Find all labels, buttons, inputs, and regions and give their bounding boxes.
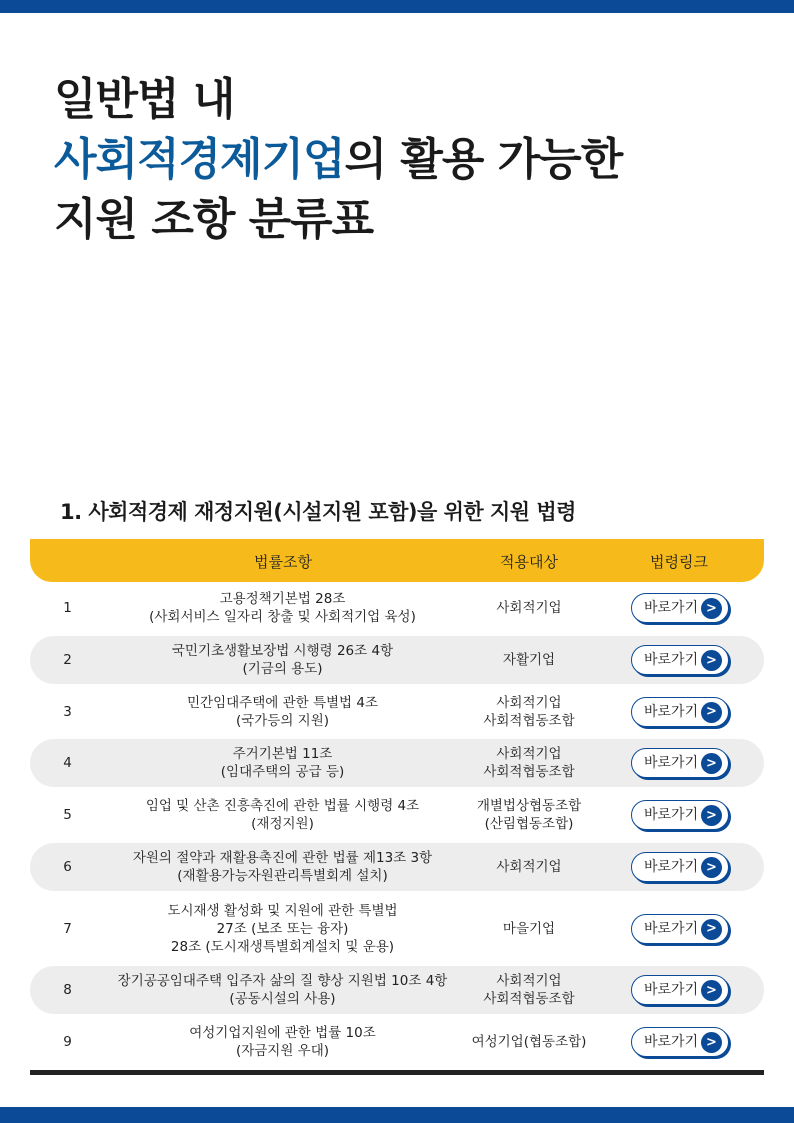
law-line: 민간임대주택에 관한 특별법 4조	[187, 694, 378, 711]
target-cell	[455, 737, 603, 789]
goto-link-button[interactable]	[631, 852, 729, 882]
link-cell	[610, 1016, 750, 1068]
law-line: (재정지원)	[251, 816, 314, 832]
link-cell	[610, 582, 750, 634]
header-link: 법령링크	[650, 553, 708, 571]
target-cell	[455, 893, 603, 964]
target-line: 사회적협동조합	[483, 712, 575, 729]
link-cell	[610, 964, 750, 1016]
table-row	[30, 582, 764, 634]
title-line-1: 일반법 내	[54, 74, 235, 125]
law-line: (사회서비스 일자리 창출 및 사회적기업 육성)	[149, 609, 416, 625]
link-cell	[610, 737, 750, 789]
target-line: 사회적기업	[496, 746, 562, 762]
row-number: 9	[63, 1034, 72, 1050]
link-cell	[610, 893, 750, 964]
target-line: 개별법상협동조합	[476, 798, 582, 814]
link-cell	[610, 686, 750, 737]
law-cell	[105, 686, 460, 737]
table-row	[30, 1016, 764, 1068]
title-highlight: 사회적경제기업	[54, 134, 345, 185]
target-cell	[455, 964, 603, 1016]
row-number: 8	[63, 982, 72, 998]
goto-link-label: 바로가기	[644, 755, 699, 771]
law-cell	[105, 737, 460, 789]
chevron-right-icon: >	[701, 598, 722, 619]
law-cell	[105, 964, 460, 1016]
goto-link-button[interactable]	[631, 645, 729, 675]
row-number: 4	[63, 755, 72, 771]
chevron-right-icon: >	[701, 805, 722, 826]
row-number: 2	[63, 652, 72, 668]
law-line: 국민기초생활보장법 시행령 26조 4항	[171, 643, 394, 659]
law-line: 여성기업지원에 관한 법률 10조	[189, 1025, 376, 1041]
law-cell	[105, 582, 460, 634]
target-cell	[455, 686, 603, 737]
chevron-right-icon: >	[701, 650, 722, 671]
law-line: (국가등의 지원)	[235, 712, 330, 729]
chevron-right-icon: >	[701, 1032, 722, 1053]
target-line: 사회적협동조합	[483, 991, 575, 1007]
goto-link-button[interactable]	[631, 975, 729, 1005]
law-line: 주거기본법 11조	[232, 746, 333, 762]
top-accent-bar	[0, 0, 794, 13]
table-row	[30, 841, 764, 893]
law-line: (재활용가능자원관리특별회계 설치)	[177, 868, 388, 884]
goto-link-label: 바로가기	[644, 920, 699, 937]
target-line: 사회적기업	[496, 973, 562, 989]
law-cell	[105, 893, 460, 964]
target-line: 사회적기업	[496, 600, 562, 616]
link-cell	[610, 634, 750, 686]
law-line: 장기공공임대주택 입주자 삶의 질 향상 지원법 10조 4항	[117, 973, 448, 989]
row-number: 7	[63, 920, 72, 937]
table-row	[30, 893, 764, 964]
law-line: 임업 및 산촌 진흥촉진에 관한 법률 시행령 4조	[145, 798, 420, 814]
table-row	[30, 789, 764, 841]
table-bottom-rule	[30, 1070, 764, 1075]
target-line: 사회적기업	[496, 694, 562, 711]
goto-link-label: 바로가기	[644, 807, 699, 823]
title-line-2	[54, 130, 622, 190]
table-row	[30, 634, 764, 686]
row-number: 3	[63, 703, 72, 720]
target-cell	[455, 789, 603, 841]
target-line: 자활기업	[502, 652, 556, 668]
goto-link-label: 바로가기	[644, 859, 699, 875]
chevron-right-icon: >	[701, 980, 722, 1001]
table-header	[30, 539, 764, 582]
law-cell	[105, 1016, 460, 1068]
law-line: (공동시설의 사용)	[229, 991, 336, 1007]
chevron-right-icon: >	[701, 857, 722, 878]
row-number: 6	[63, 859, 72, 875]
row-number: 5	[63, 807, 72, 823]
law-cell	[105, 634, 460, 686]
law-line: (기금의 용도)	[242, 661, 323, 677]
law-line: 자원의 절약과 재활용촉진에 관한 법률 제13조 3항	[132, 850, 433, 866]
target-cell	[455, 582, 603, 634]
title-line-2-rest: 의 활용 가능한	[344, 134, 623, 185]
goto-link-label: 바로가기	[644, 1034, 699, 1050]
goto-link-button[interactable]	[631, 1027, 729, 1057]
goto-link-label: 바로가기	[644, 703, 699, 720]
section-title: 1. 사회적경제 재정지원(시설지원 포함)을 위한 지원 법령	[60, 500, 576, 524]
law-line: (임대주택의 공급 등)	[220, 764, 345, 780]
goto-link-button[interactable]	[631, 748, 729, 778]
link-cell	[610, 841, 750, 893]
target-line: 여성기업(협동조합)	[471, 1034, 587, 1050]
table-row	[30, 686, 764, 737]
law-cell	[105, 841, 460, 893]
target-line: 마을기업	[502, 920, 556, 937]
law-cell	[105, 789, 460, 841]
goto-link-button[interactable]	[631, 697, 729, 727]
goto-link-button[interactable]	[631, 593, 729, 623]
table-row	[30, 964, 764, 1016]
header-target: 적용대상	[500, 553, 558, 571]
target-cell	[455, 1016, 603, 1068]
target-cell	[455, 841, 603, 893]
target-line: (산림협동조합)	[484, 816, 574, 832]
goto-link-label: 바로가기	[644, 982, 699, 998]
law-line: (자금지원 우대)	[235, 1043, 330, 1059]
goto-link-label: 바로가기	[644, 652, 699, 668]
bottom-accent-bar	[0, 1107, 794, 1123]
chevron-right-icon: >	[701, 702, 722, 723]
target-line: 사회적협동조합	[483, 764, 575, 780]
law-line: 28조 (도시재생특별회계설치 및 운용)	[170, 938, 395, 955]
header-law: 법률조항	[254, 553, 312, 571]
law-line: 27조 (보조 또는 융자)	[216, 920, 349, 937]
target-line: 사회적기업	[496, 859, 562, 875]
goto-link-button[interactable]	[631, 800, 729, 830]
chevron-right-icon: >	[701, 919, 722, 940]
link-cell	[610, 789, 750, 841]
law-line: 도시재생 활성화 및 지원에 관한 특별법	[167, 902, 398, 919]
law-line: 고용정책기본법 28조	[219, 591, 346, 607]
table-row	[30, 737, 764, 789]
page-title	[54, 70, 622, 250]
goto-link-label: 바로가기	[644, 600, 699, 616]
target-cell	[455, 634, 603, 686]
row-number: 1	[63, 600, 72, 616]
chevron-right-icon: >	[701, 753, 722, 774]
goto-link-button[interactable]	[631, 914, 729, 944]
title-line-3: 지원 조항 분류표	[54, 194, 374, 245]
